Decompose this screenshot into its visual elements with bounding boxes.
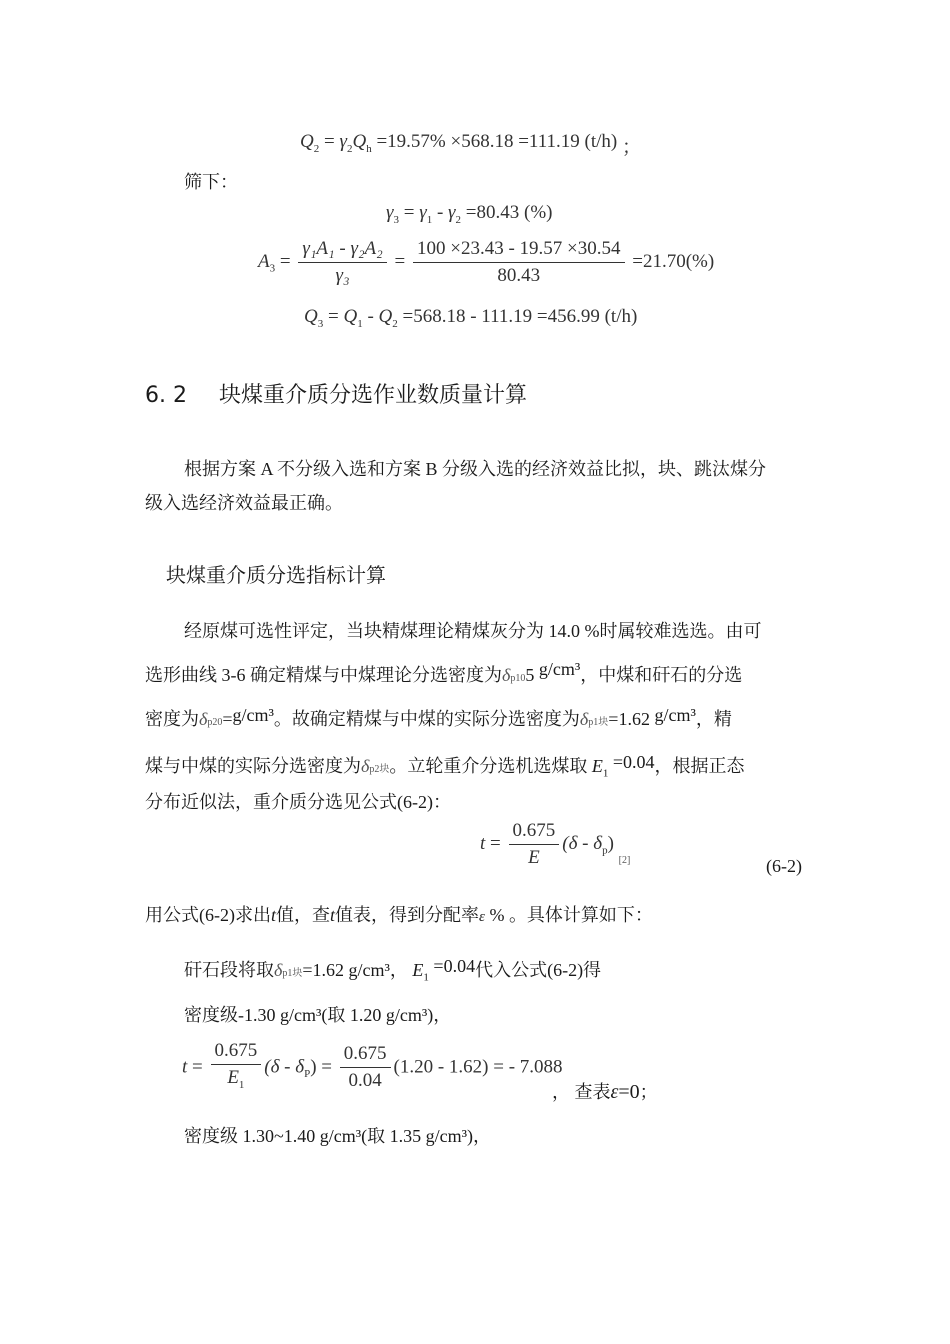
var-t: t	[182, 1056, 188, 1078]
text: ，中煤和矸石的分选	[580, 665, 743, 685]
para2-line1: 经原煤可选性评定，当块精煤理论精煤灰分为 14.0 %时属较难选选。由可	[184, 621, 762, 641]
paren-expr: (δ - δ	[264, 1056, 305, 1078]
numerator: 100 ×23.43 - 19.57 ×30.54	[413, 238, 625, 263]
equation-rhs: =21.70(%)	[632, 250, 715, 272]
para1-line1: 根据方案 A 不分级入选和方案 B 分级入选的经济效益比拟，块、跳汰煤分	[184, 459, 767, 479]
sub: p2块	[369, 764, 390, 775]
para4	[184, 958, 601, 990]
sub: 2	[455, 213, 462, 226]
text: 值，查	[276, 905, 330, 925]
sub: 2	[313, 142, 320, 155]
equation-rhs: =19.57% ×568.18 =111.19 (t/h)	[376, 131, 618, 152]
formula-6-2	[480, 820, 630, 869]
denominator: 80.43	[497, 265, 541, 286]
para2-line5: 分布近似法，重介质分选见公式(6-2)：	[145, 792, 451, 812]
fraction	[211, 1040, 262, 1096]
text: ， 查表	[552, 1082, 611, 1102]
formula-tag: (6-2)	[766, 856, 802, 876]
value: =1.62	[608, 709, 650, 729]
sub: 1	[238, 1078, 245, 1091]
equation-rhs: =80.43 (%)	[465, 202, 553, 223]
sub: 1	[426, 213, 433, 226]
density-line-2: 密度级 1.30~1.40 g/cm³(取 1.35 g/cm³)，	[184, 1126, 492, 1146]
var-t: t	[480, 832, 486, 854]
sub: p1块	[588, 717, 609, 728]
var-epsilon: ε	[479, 909, 485, 925]
operator: =	[192, 1056, 203, 1078]
para3	[145, 903, 653, 929]
section-number: 6. 2	[145, 383, 187, 408]
value: =1.62 g/cm³，	[302, 960, 408, 980]
text: 选形曲线 3-6 确定精煤与中煤理论分选密度为	[145, 665, 502, 685]
text: ，根据正态	[654, 756, 745, 776]
var-delta: δ	[274, 960, 283, 980]
sub: p10	[510, 673, 526, 684]
var-gamma: γ	[339, 131, 347, 152]
var-delta: δ	[361, 756, 370, 776]
sub: P	[304, 1068, 311, 1081]
label-screen-under: 筛下：	[184, 172, 238, 192]
punct: ；	[639, 1082, 658, 1102]
sub: 1	[602, 767, 609, 780]
sub: 1	[423, 971, 429, 984]
var-delta: δ	[579, 709, 589, 729]
denominator: γ₃	[335, 265, 350, 286]
sub: 1	[357, 317, 363, 330]
numerator: γ₁A₁ - γ₂A₂	[298, 238, 386, 263]
sub: 2	[346, 142, 353, 155]
denominator: E	[528, 847, 540, 868]
denominator	[223, 1065, 248, 1096]
var-delta: δ	[502, 665, 511, 685]
sub: p20	[207, 717, 223, 728]
var-gamma: γ	[419, 202, 427, 223]
text: 。具体计算如下：	[508, 905, 653, 925]
sub: 3	[393, 213, 399, 226]
text: 密度为	[145, 709, 199, 729]
sub: 3	[269, 262, 276, 275]
text: 值表，得到分配率	[335, 905, 480, 925]
unit: g/cm³	[232, 705, 274, 725]
text: 代入公式(6-2)得	[475, 960, 602, 980]
section-title: 块煤重介质分选作业数质量计算	[218, 383, 527, 408]
fraction	[298, 238, 386, 287]
equation-q3: $Q_3 = Q_1 - Q_2 =568.18 - 111.19 =456.99$ (t/h)	[304, 306, 638, 330]
paren-expr: (δ - δ	[562, 832, 603, 854]
unit: g/cm³	[654, 705, 696, 725]
para2-line4	[145, 754, 745, 786]
para2-line3	[145, 707, 732, 735]
density-line-1: 密度级-1.30 g/cm³(取 1.20 g/cm³)，	[184, 1005, 452, 1025]
operator: =	[222, 709, 233, 729]
text: ，精	[695, 709, 732, 729]
numerator: 0.675	[509, 820, 560, 845]
value: =0.04	[433, 956, 476, 976]
para2-line2	[145, 659, 743, 691]
var-q: Q	[343, 306, 358, 327]
citation: [2]	[618, 854, 631, 866]
equation-rhs: (1.20 - 1.62) = - 7.088	[393, 1056, 563, 1078]
unit: g/cm³	[538, 659, 581, 679]
sub: p	[602, 844, 608, 857]
equation-rhs: =568.18 - 111.19 =456.99 (t/h)	[402, 306, 638, 327]
equation-q2: $Q_2 = \gamma_2Q_h =19.57\% \times 568.18 =111.19$ (t/h) ；	[300, 131, 641, 158]
fraction	[413, 238, 625, 287]
value: 5	[525, 665, 535, 685]
punct: ；	[621, 137, 641, 158]
text: 用公式(6-2)求出	[145, 905, 271, 925]
value: =0.04	[612, 752, 655, 772]
denominator: 0.04	[348, 1070, 382, 1092]
para1-line2: 级入选经济效益最正确。	[145, 493, 343, 513]
var-q: Q	[304, 306, 318, 327]
subheading: 块煤重介质分选指标计算	[166, 563, 386, 587]
value: =0	[618, 1081, 640, 1103]
var-a: A	[258, 250, 270, 272]
equation-gamma3: $\gamma_3 = \gamma_1 - \gamma_2 =80.43$ (%)	[386, 202, 553, 226]
calc-line-1	[182, 1040, 563, 1096]
var-gamma: γ	[448, 202, 456, 223]
var-gamma: γ	[386, 202, 394, 223]
text: 矸石段将取	[184, 960, 274, 980]
numerator: 0.675	[211, 1040, 262, 1065]
sub: 3	[317, 317, 324, 330]
var-q: Q	[378, 306, 393, 327]
numerator: 0.675	[340, 1043, 391, 1068]
paren-close: )	[607, 832, 614, 854]
var-q: Q	[300, 131, 314, 152]
sub: h	[366, 142, 372, 155]
text: 煤与中煤的实际分选密度为	[145, 756, 361, 776]
fraction	[340, 1043, 391, 1092]
var-t: t	[330, 905, 336, 925]
text: 。立轮重介分选机选煤取	[389, 756, 588, 776]
operator: =	[490, 832, 501, 854]
calc-line-1-lookup	[552, 1080, 658, 1104]
equation-a3: $A_3$ = $\frac{\text{γ₁A₁ - γ₂A₂}}{\text{γ₃}}$ = $\frac{100 \times 23.43 - 19.57 \times 30.54}{80.43}$ =21.70(%)	[258, 238, 715, 286]
var-delta: δ	[199, 709, 208, 729]
fraction	[509, 820, 560, 869]
var-q: Q	[352, 131, 367, 152]
paren-close: ) =	[310, 1056, 332, 1078]
var-t: t	[270, 905, 276, 925]
var-epsilon: ε	[610, 1081, 619, 1103]
var-e: E	[412, 960, 424, 980]
percent: %	[489, 905, 505, 925]
section-heading-6-2	[145, 378, 527, 409]
sub: 2	[392, 317, 398, 330]
var-e: E	[227, 1067, 239, 1088]
text: 。故确定精煤与中煤的实际分选密度为	[273, 709, 580, 729]
var-e: E	[591, 756, 603, 776]
sub: p1块	[282, 968, 303, 979]
